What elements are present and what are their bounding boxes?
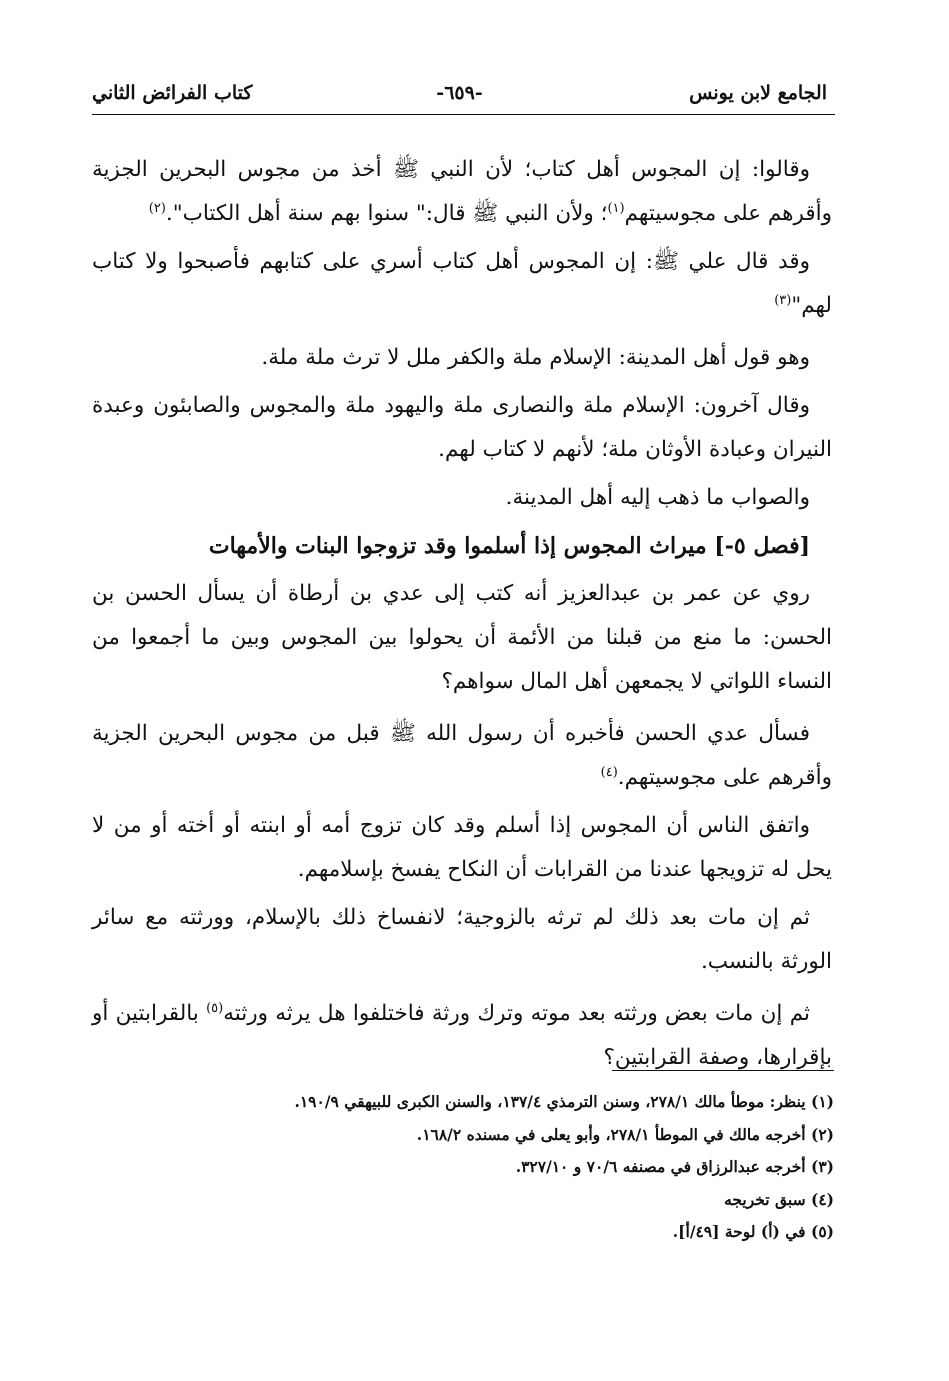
paragraph-text: روي عن عمر بن عبدالعزيز أنه كتب إلى عدي بن أرطاة أن يسأل الحسن بن الحسن: ما منع من قبلنا من الأئمة أن يحولوا بين المجوس وبين ما أجمعوا من النساء اللواتي لا يجمعهن أهل المال سواهم؟	[92, 581, 832, 694]
paragraph-text: بالقرابتين أو بإقرارها، وصفة القرابتين؟	[92, 1001, 832, 1070]
paragraph	[92, 240, 832, 328]
paragraph	[92, 384, 832, 472]
paragraph-text: ؛ ولأن النبي ﷺ قال:" سنوا بهم سنة أهل الكتاب".	[165, 201, 608, 226]
paragraph-text: وقالوا: إن المجوس أهل كتاب؛ لأن النبي ﷺ أخذ من مجوس البحرين الجزية وأقرهم على مجوسيتهم	[92, 157, 832, 226]
footnote-rule	[612, 1070, 834, 1071]
footnote-ref: (٤)	[600, 764, 618, 780]
paragraph	[92, 476, 832, 520]
footnote-ref: (٢)	[148, 200, 166, 216]
footnote: (٣) أخرجه عبدالرزاق في مصنفه ٧٠/٦ و ٣٢٧/١٠.	[515, 1157, 834, 1176]
footnote-ref: (٣)	[774, 292, 792, 308]
paragraph-text: وقال آخرون: الإسلام ملة والنصارى ملة واليهود ملة والمجوس والصابئون وعبدة النيران وعبادة الأوثان ملة؛ لأنهم لا كتاب لهم.	[92, 393, 832, 462]
footnote-ref: (٥)	[206, 1000, 224, 1016]
paragraph	[92, 712, 832, 800]
page-number: -٦٥٩-	[436, 82, 483, 104]
footnote: (٥) في (أ) لوحة [٤٩/أ].	[672, 1222, 834, 1241]
paragraph	[92, 572, 832, 704]
paragraph-text: فسأل عدي الحسن فأخبره أن رسول الله ﷺ قبل من مجوس البحرين الجزية وأقرهم على مجوسيتهم.	[92, 721, 832, 790]
book-title: الجامع لابن يونس	[689, 82, 827, 104]
footnotes	[92, 1086, 834, 1249]
paragraph-text: وقد قال علي ﷺ: إن المجوس أهل كتاب أسري على كتابهم فأصبحوا ولا كتاب لهم"	[92, 249, 832, 318]
paragraph-text: والصواب ما ذهب إليه أهل المدينة.	[505, 485, 810, 510]
header-rule	[92, 114, 835, 115]
running-header	[92, 82, 827, 110]
paragraph-text: ثم إن مات بعض ورثته بعد موته وترك ورثة فاختلفوا هل يرثه ورثته	[223, 1001, 810, 1026]
paragraph-text: وهو قول أهل المدينة: الإسلام ملة والكفر ملل لا ترث ملة ملة.	[261, 345, 810, 370]
paragraph	[92, 336, 832, 380]
footnote: (٢) أخرجه مالك في الموطأ ٢٧٨/١، وأبو يعلى في مسنده ١٦٨/٢.	[416, 1124, 834, 1144]
footnote: (٤) سبق تخريجه	[724, 1189, 834, 1209]
paragraph-text: واتفق الناس أن المجوس إذا أسلم وقد كان تزوج أمه أو ابنته أو أخته أو من لا يحل له تزويجها عندنا من القرابات أن النكاح يفسخ بإسلامهم.	[92, 813, 832, 882]
paragraph-text: ثم إن مات بعد ذلك لم ترثه بالزوجية؛ لانفساخ ذلك بالإسلام، وورثته مع سائر الورثة بالنسب.	[92, 905, 832, 974]
paragraph	[92, 992, 832, 1080]
section-heading: [فصل ٥-] ميراث المجوس إذا أسلموا وقد تزوجوا البنات والأمهات	[208, 533, 810, 559]
chapter-title: كتاب الفرائض الثاني	[92, 82, 253, 104]
paragraph	[92, 804, 832, 892]
paragraph	[92, 148, 832, 236]
paragraph	[92, 896, 832, 984]
footnote-ref: (١)	[607, 200, 625, 216]
footnote: (١) ينظر: موطأ مالك ٢٧٨/١، وسنن الترمذي ١٣٧/٤، والسنن الكبرى للبيهقي ١٩٠/٩.	[294, 1092, 834, 1111]
main-text	[92, 148, 832, 1084]
